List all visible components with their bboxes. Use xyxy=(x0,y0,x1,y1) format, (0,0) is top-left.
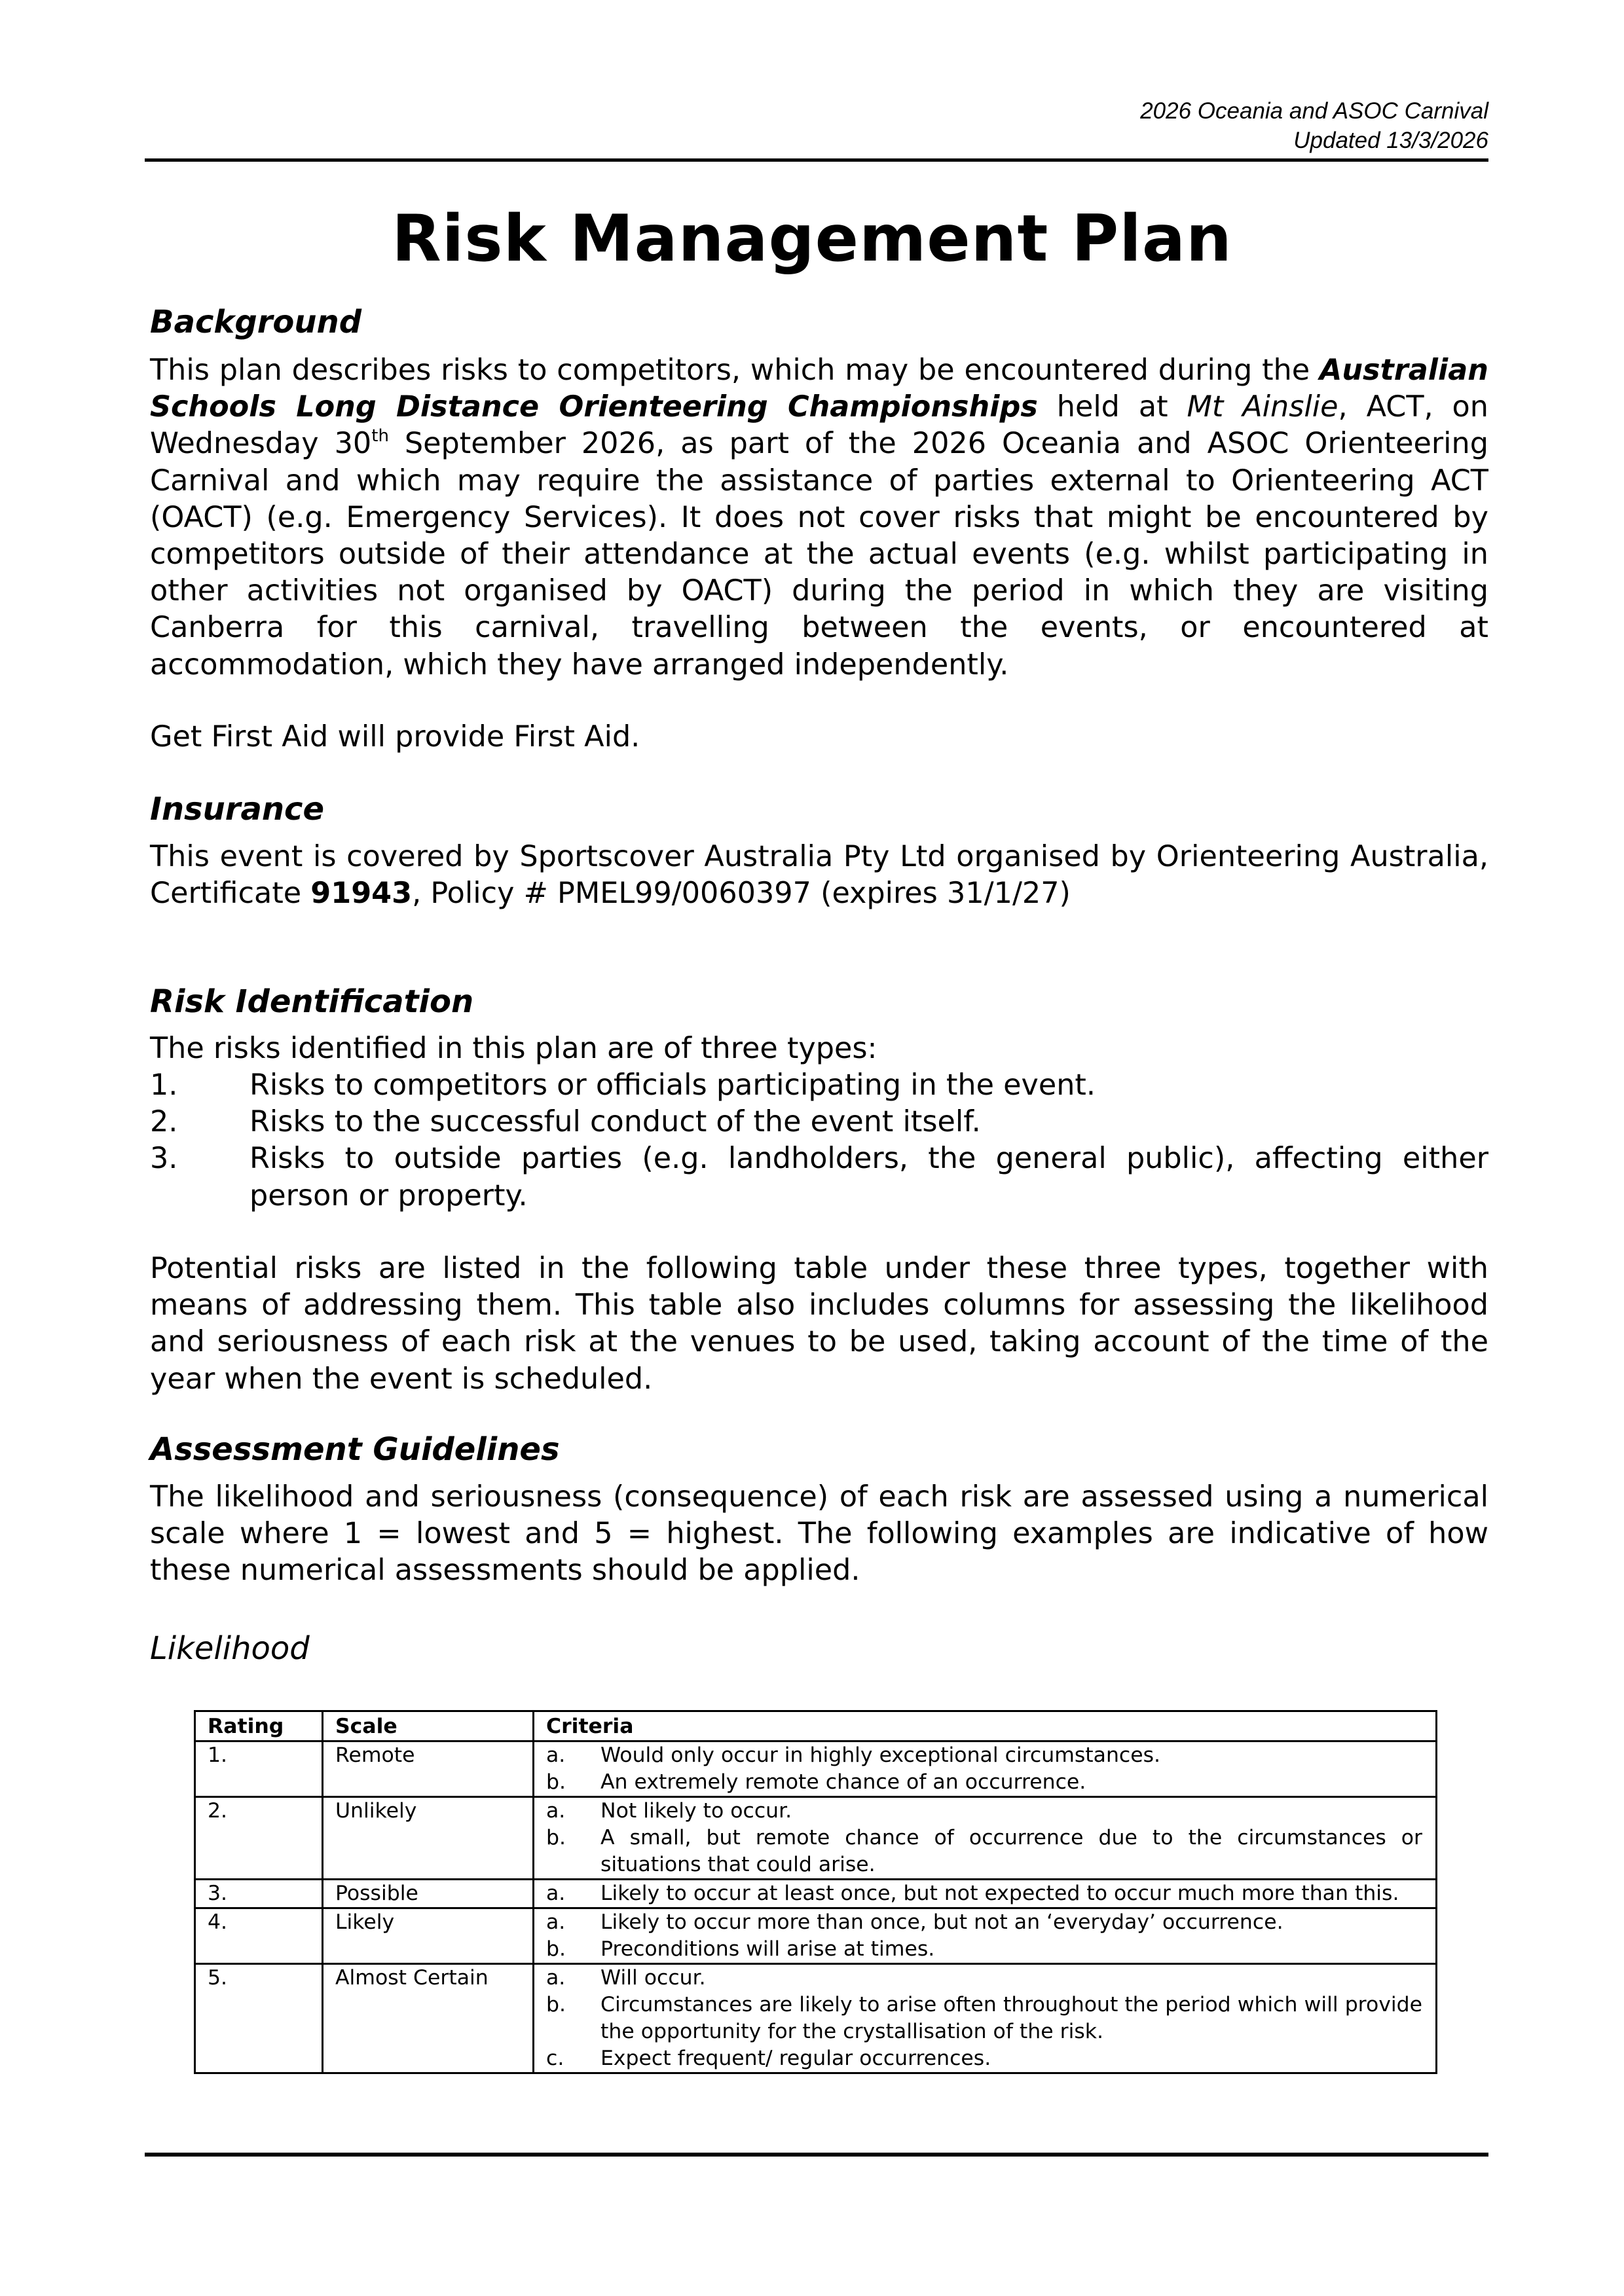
criteria-letter: a. xyxy=(546,1882,566,1905)
background-text: September 2026, as part of the 2026 Oceania and ASOC Orienteering Carnival and which may require the assistance of parties external to Orienteering ACT (OACT) (e.g. Emergency Services). It does not cover risks that might be encountered by competitors outside of their attendance at the actual events (e.g. whilst participating in other activities not organised by OACT) during the period in which they are visiting Canberra for this carnival, travelling between the events, or encountered at accommodation, which they have arranged independently. xyxy=(150,427,1488,682)
rating-cell: 4. xyxy=(195,1908,323,1964)
criteria-letter: a. xyxy=(546,1743,566,1767)
header-updated-date: Updated 13/3/2026 xyxy=(1293,128,1488,153)
criteria-item xyxy=(546,1825,1424,1878)
criteria-item xyxy=(546,2045,1424,2072)
likelihood-heading: Likelihood xyxy=(150,1630,310,1667)
list-item-number: 3. xyxy=(150,1142,178,1176)
table-header-row xyxy=(195,1711,1437,1741)
scale-cell: Likely xyxy=(323,1908,534,1964)
background-paragraph xyxy=(150,352,1488,683)
criteria-item xyxy=(546,1992,1424,2045)
criteria-letter: c. xyxy=(546,2047,564,2070)
risk-table-description: Potential risks are listed in the following table under these three types, together with means of addressing them. This table also includes columns for assessing the likelihood and seriousness of each risk at the venues to be used, taking account of the time of the year when the event is scheduled. xyxy=(150,1252,1488,1396)
criteria-item xyxy=(546,1936,1424,1963)
criteria-item xyxy=(546,1880,1424,1907)
section-heading-insurance: Insurance xyxy=(150,791,325,828)
table-row xyxy=(195,1880,1437,1908)
background-text: This plan describes risks to competitors, which may be encountered during the xyxy=(150,354,1320,387)
section-heading-risk-identification: Risk Identification xyxy=(150,983,474,1020)
likelihood-table xyxy=(194,1710,1437,2074)
criteria-text: Likely to occur more than once, but not an ‘everyday’ occurrence. xyxy=(600,1910,1283,1934)
background-text: , ACT, on Wednesday 30 xyxy=(150,390,1488,461)
list-item-text: Risks to outside parties (e.g. landholders, the general public), affecting either person or property. xyxy=(249,1142,1488,1212)
rating-cell: 5. xyxy=(195,1964,323,2073)
criteria-text: A small, but remote chance of occurrence due to the circumstances or situations that could arise. xyxy=(600,1826,1422,1876)
list-item-text: Risks to competitors or officials participating in the event. xyxy=(249,1068,1096,1102)
table-row xyxy=(195,1741,1437,1797)
criteria-text: Likely to occur at least once, but not expected to occur much more than this. xyxy=(600,1882,1399,1905)
criteria-text: Not likely to occur. xyxy=(600,1799,792,1823)
venue-name: Mt Ainslie xyxy=(1187,390,1338,424)
criteria-cell xyxy=(534,1741,1437,1797)
criteria-item xyxy=(546,1742,1424,1769)
event-name: Australian Schools Long Distance Orienteering Championships xyxy=(150,354,1488,424)
footer-rule xyxy=(145,2153,1488,2157)
criteria-text: An extremely remote chance of an occurrence. xyxy=(600,1770,1086,1794)
page-title: Risk Management Plan xyxy=(392,202,1232,276)
background-text: held at xyxy=(1037,390,1187,424)
list-item-number: 1. xyxy=(150,1068,178,1102)
column-header-scale: Scale xyxy=(323,1711,534,1741)
criteria-letter: a. xyxy=(546,1799,566,1823)
scale-cell: Remote xyxy=(323,1741,534,1797)
list-item-number: 2. xyxy=(150,1105,178,1139)
column-header-rating: Rating xyxy=(195,1711,323,1741)
criteria-item xyxy=(546,1769,1424,1796)
criteria-letter: b. xyxy=(546,1826,566,1850)
risk-types-intro: The risks identified in this plan are of three types: xyxy=(150,1032,877,1065)
risk-types-list xyxy=(150,1067,1488,1214)
header-event-name: 2026 Oceania and ASOC Carnival xyxy=(1140,98,1488,124)
table-row xyxy=(195,1964,1437,2073)
ordinal-suffix: th xyxy=(371,426,389,446)
first-aid-paragraph: Get First Aid will provide First Aid. xyxy=(150,720,640,754)
list-item-text: Risks to the successful conduct of the event itself. xyxy=(249,1105,981,1139)
scale-cell: Almost Certain xyxy=(323,1964,534,2073)
criteria-cell xyxy=(534,1964,1437,2073)
criteria-text: Would only occur in highly exceptional circumstances. xyxy=(600,1743,1161,1767)
criteria-cell xyxy=(534,1908,1437,1964)
column-header-criteria: Criteria xyxy=(534,1711,1437,1741)
assessment-paragraph: The likelihood and seriousness (consequence) of each risk are assessed using a numerical scale where 1 = lowest and 5 = highest. The following examples are indicative of how these numerical assessments should be applied. xyxy=(150,1480,1488,1588)
scale-cell: Possible xyxy=(323,1880,534,1908)
criteria-letter: b. xyxy=(546,1993,566,2016)
scale-cell: Unlikely xyxy=(323,1797,534,1880)
criteria-letter: a. xyxy=(546,1910,566,1934)
list-item xyxy=(150,1067,1488,1104)
criteria-text: Preconditions will arise at times. xyxy=(600,1937,935,1961)
certificate-number: 91943 xyxy=(310,877,413,911)
list-item xyxy=(150,1104,1488,1140)
header-rule xyxy=(145,158,1488,162)
table-row xyxy=(195,1797,1437,1880)
criteria-text: Circumstances are likely to arise often throughout the period which will provide the opportunity for the crystallisation of the risk. xyxy=(600,1993,1422,2043)
criteria-cell xyxy=(534,1797,1437,1880)
section-heading-assessment-guidelines: Assessment Guidelines xyxy=(150,1431,560,1468)
insurance-text: This event is covered by Sportscover Australia Pty Ltd organised by Orienteering Australia, Certificate xyxy=(150,840,1488,911)
section-heading-background: Background xyxy=(150,304,362,340)
criteria-item xyxy=(546,1965,1424,1992)
criteria-cell xyxy=(534,1880,1437,1908)
criteria-letter: b. xyxy=(546,1937,566,1961)
criteria-item xyxy=(546,1798,1424,1825)
rating-cell: 2. xyxy=(195,1797,323,1880)
criteria-letter: b. xyxy=(546,1770,566,1794)
rating-cell: 3. xyxy=(195,1880,323,1908)
table-row xyxy=(195,1908,1437,1964)
insurance-paragraph xyxy=(150,839,1488,912)
rating-cell: 1. xyxy=(195,1741,323,1797)
criteria-text: Will occur. xyxy=(600,1966,706,1990)
list-item xyxy=(150,1140,1488,1214)
insurance-text: , Policy # PMEL99/0060397 (expires 31/1/27) xyxy=(412,877,1071,911)
criteria-text: Expect frequent/ regular occurrences. xyxy=(600,2047,991,2070)
criteria-letter: a. xyxy=(546,1966,566,1990)
criteria-item xyxy=(546,1909,1424,1936)
